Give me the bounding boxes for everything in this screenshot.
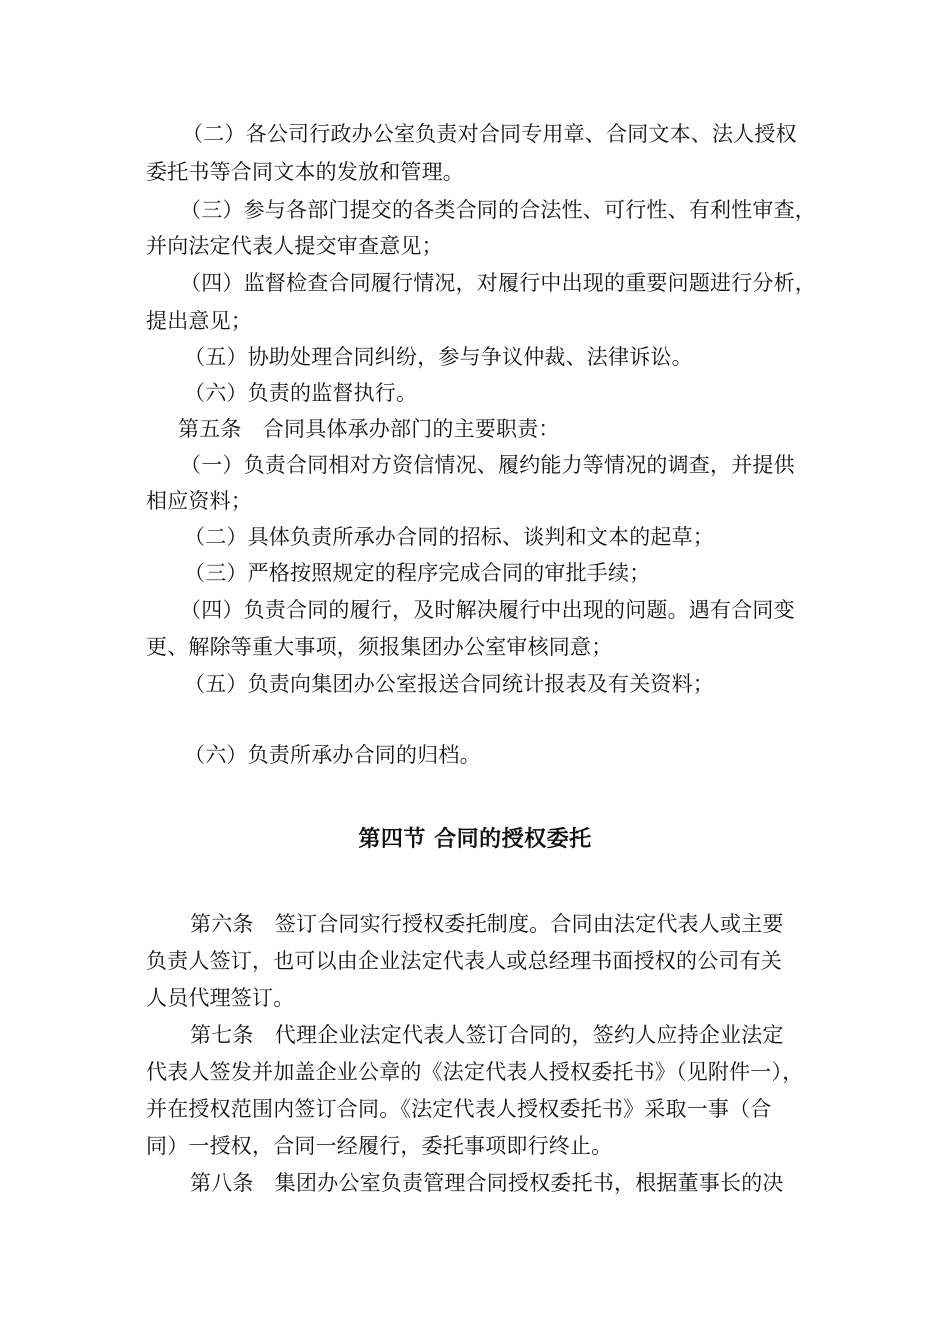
article-line: 第六条 签订合同实行授权委托制度。合同由法定代表人或主要 bbox=[190, 912, 784, 936]
paragraph-line: （四）负责合同的履行，及时解决履行中出现的问题。遇有合同变 bbox=[180, 598, 795, 622]
paragraph-line: 同）一授权，合同一经履行，委托事项即行终止。 bbox=[146, 1134, 613, 1158]
paragraph-line: 负责人签订，也可以由企业法定代表人或总经理书面授权的公司有关 bbox=[146, 949, 782, 973]
paragraph-line: 委托书等合同文本的发放和管理。 bbox=[146, 160, 464, 184]
paragraph-line: （五）负责向集团办公室报送合同统计报表及有关资料； bbox=[184, 672, 714, 696]
paragraph-line: 更、解除等重大事项，须报集团办公室审核同意； bbox=[146, 635, 613, 659]
paragraph-line: 人员代理签订。 bbox=[146, 986, 295, 1010]
paragraph-line: 并在授权范围内签订合同。《法定代表人授权委托书》采取一事（合 bbox=[146, 1097, 772, 1121]
paragraph-line: 相应资料； bbox=[146, 489, 252, 513]
article-line: 第七条 代理企业法定代表人签订合同的，签约人应持企业法定 bbox=[190, 1023, 784, 1047]
article-line: 第五条 合同具体承办部门的主要职责： bbox=[178, 417, 560, 441]
article-line: 第八条 集团办公室负责管理合同授权委托书，根据董事长的决 bbox=[190, 1171, 784, 1195]
paragraph-line: 并向法定代表人提交审查意见； bbox=[146, 234, 443, 258]
paragraph-line: （三）参与各部门提交的各类合同的合法性、可行性、有利性审查， bbox=[180, 198, 816, 222]
paragraph-line: （三）严格按照规定的程序完成合同的审批手续； bbox=[184, 561, 651, 585]
paragraph-line: （六）负责所承办合同的归档。 bbox=[184, 743, 481, 767]
paragraph-line: （四）监督检查合同履行情况，对履行中出现的重要问题进行分析， bbox=[180, 271, 816, 295]
paragraph-line: （二）各公司行政办公室负责对合同专用章、合同文本、法人授权 bbox=[182, 122, 797, 146]
paragraph-line: （六）负责的监督执行。 bbox=[184, 381, 418, 405]
paragraph-line: 代表人签发并加盖企业公章的《法定代表人授权委托书》（见附件一）， bbox=[146, 1060, 804, 1084]
paragraph-line: （二）具体负责所承办合同的招标、谈判和文本的起草； bbox=[184, 525, 714, 549]
paragraph-line: （一）负责合同相对方资信情况、履约能力等情况的调查，并提供 bbox=[180, 453, 795, 477]
paragraph-line: 提出意见； bbox=[146, 309, 252, 333]
section-heading: 第四节 合同的授权委托 bbox=[358, 827, 592, 852]
paragraph-line: （五）协助处理合同纠纷，参与争议仲裁、法律诉讼。 bbox=[184, 345, 693, 369]
